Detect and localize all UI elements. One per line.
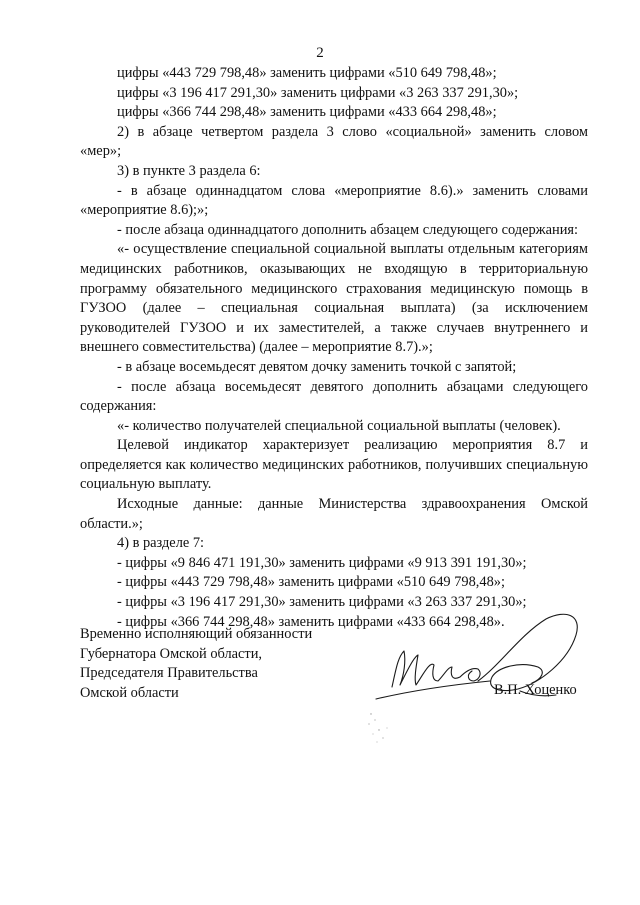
document-body	[80, 64, 588, 632]
paragraph-2: цифры «3 196 417 291,30» заменить цифрами «3 263 337 291,30»;	[117, 84, 519, 101]
paragraph-6: - в абзаце одиннадцатом слова «мероприятие 8.6).» заменить словами «мероприятие 8.6);»;	[80, 182, 588, 219]
paragraph-11: «- количество получателей специальной социальной выплаты (человек).	[117, 417, 561, 434]
page-number: 2	[316, 45, 324, 61]
paragraph-17: - цифры «3 196 417 291,30» заменить цифрами «3 263 337 291,30»;	[117, 594, 527, 611]
signatory-name: В.П. Хоценко	[494, 682, 577, 698]
paragraph-13: Исходные данные: данные Министерства здравоохранения Омской области.»;	[80, 496, 588, 532]
paragraph-12: Целевой индикатор характеризует реализацию мероприятия 8.7 и определяется как количество медицинских работников, получивших специальную социальную выплату.	[80, 437, 588, 493]
paragraph-15: - цифры «9 846 471 191,30» заменить цифрами «9 913 391 191,30»;	[117, 554, 527, 571]
paragraph-10: - после абзаца восемьдесят девятого дополнить абзацами следующего содержания:	[80, 378, 588, 415]
paragraph-7: - после абзаца одиннадцатого дополнить абзацем следующего содержания:	[117, 221, 579, 238]
paragraph-18: - цифры «366 744 298,48» заменить цифрами «433 664 298,48».	[117, 613, 505, 630]
paragraph-5: 3) в пункте 3 раздела 6:	[117, 162, 261, 179]
signatory-title-line-1: Временно исполняющий обязанности	[80, 626, 313, 642]
paragraph-16: - цифры «443 729 798,48» заменить цифрами «510 649 798,48»;	[117, 574, 505, 591]
signatory-title-line-3: Председателя Правительства	[80, 665, 258, 682]
paragraph-4: 2) в абзаце четвертом раздела 3 слово «социальной» заменить словом «мер»;	[80, 123, 588, 160]
paragraph-3: цифры «366 744 298,48» заменить цифрами «433 664 298,48»;	[117, 104, 497, 121]
paragraph-9: - в абзаце восемьдесят девятом дочку заменить точкой с запятой;	[117, 358, 517, 375]
scan-artifact	[365, 710, 405, 750]
signatory-title-line-2: Губернатора Омской области,	[80, 645, 263, 662]
paragraph-8: «- осуществление специальной социальной выплаты отдельным категориям медицинских работников, оказывающих не входящую в территориальную программу обязательного медицинского страхования медицинскую помощь в ГУЗОО (далее – специальная социальная выплата) (за исключением руководителей ГУЗОО и их заместителей, а также случаев внутреннего и внешнего совместительства) (далее – мероприятие 8.7).»;	[80, 241, 588, 356]
signatory-title-line-4: Омской области	[80, 684, 179, 701]
paragraph-1: цифры «443 729 798,48» заменить цифрами «510 649 798,48»;	[117, 65, 497, 81]
paragraph-14: 4) в разделе 7:	[117, 535, 205, 552]
